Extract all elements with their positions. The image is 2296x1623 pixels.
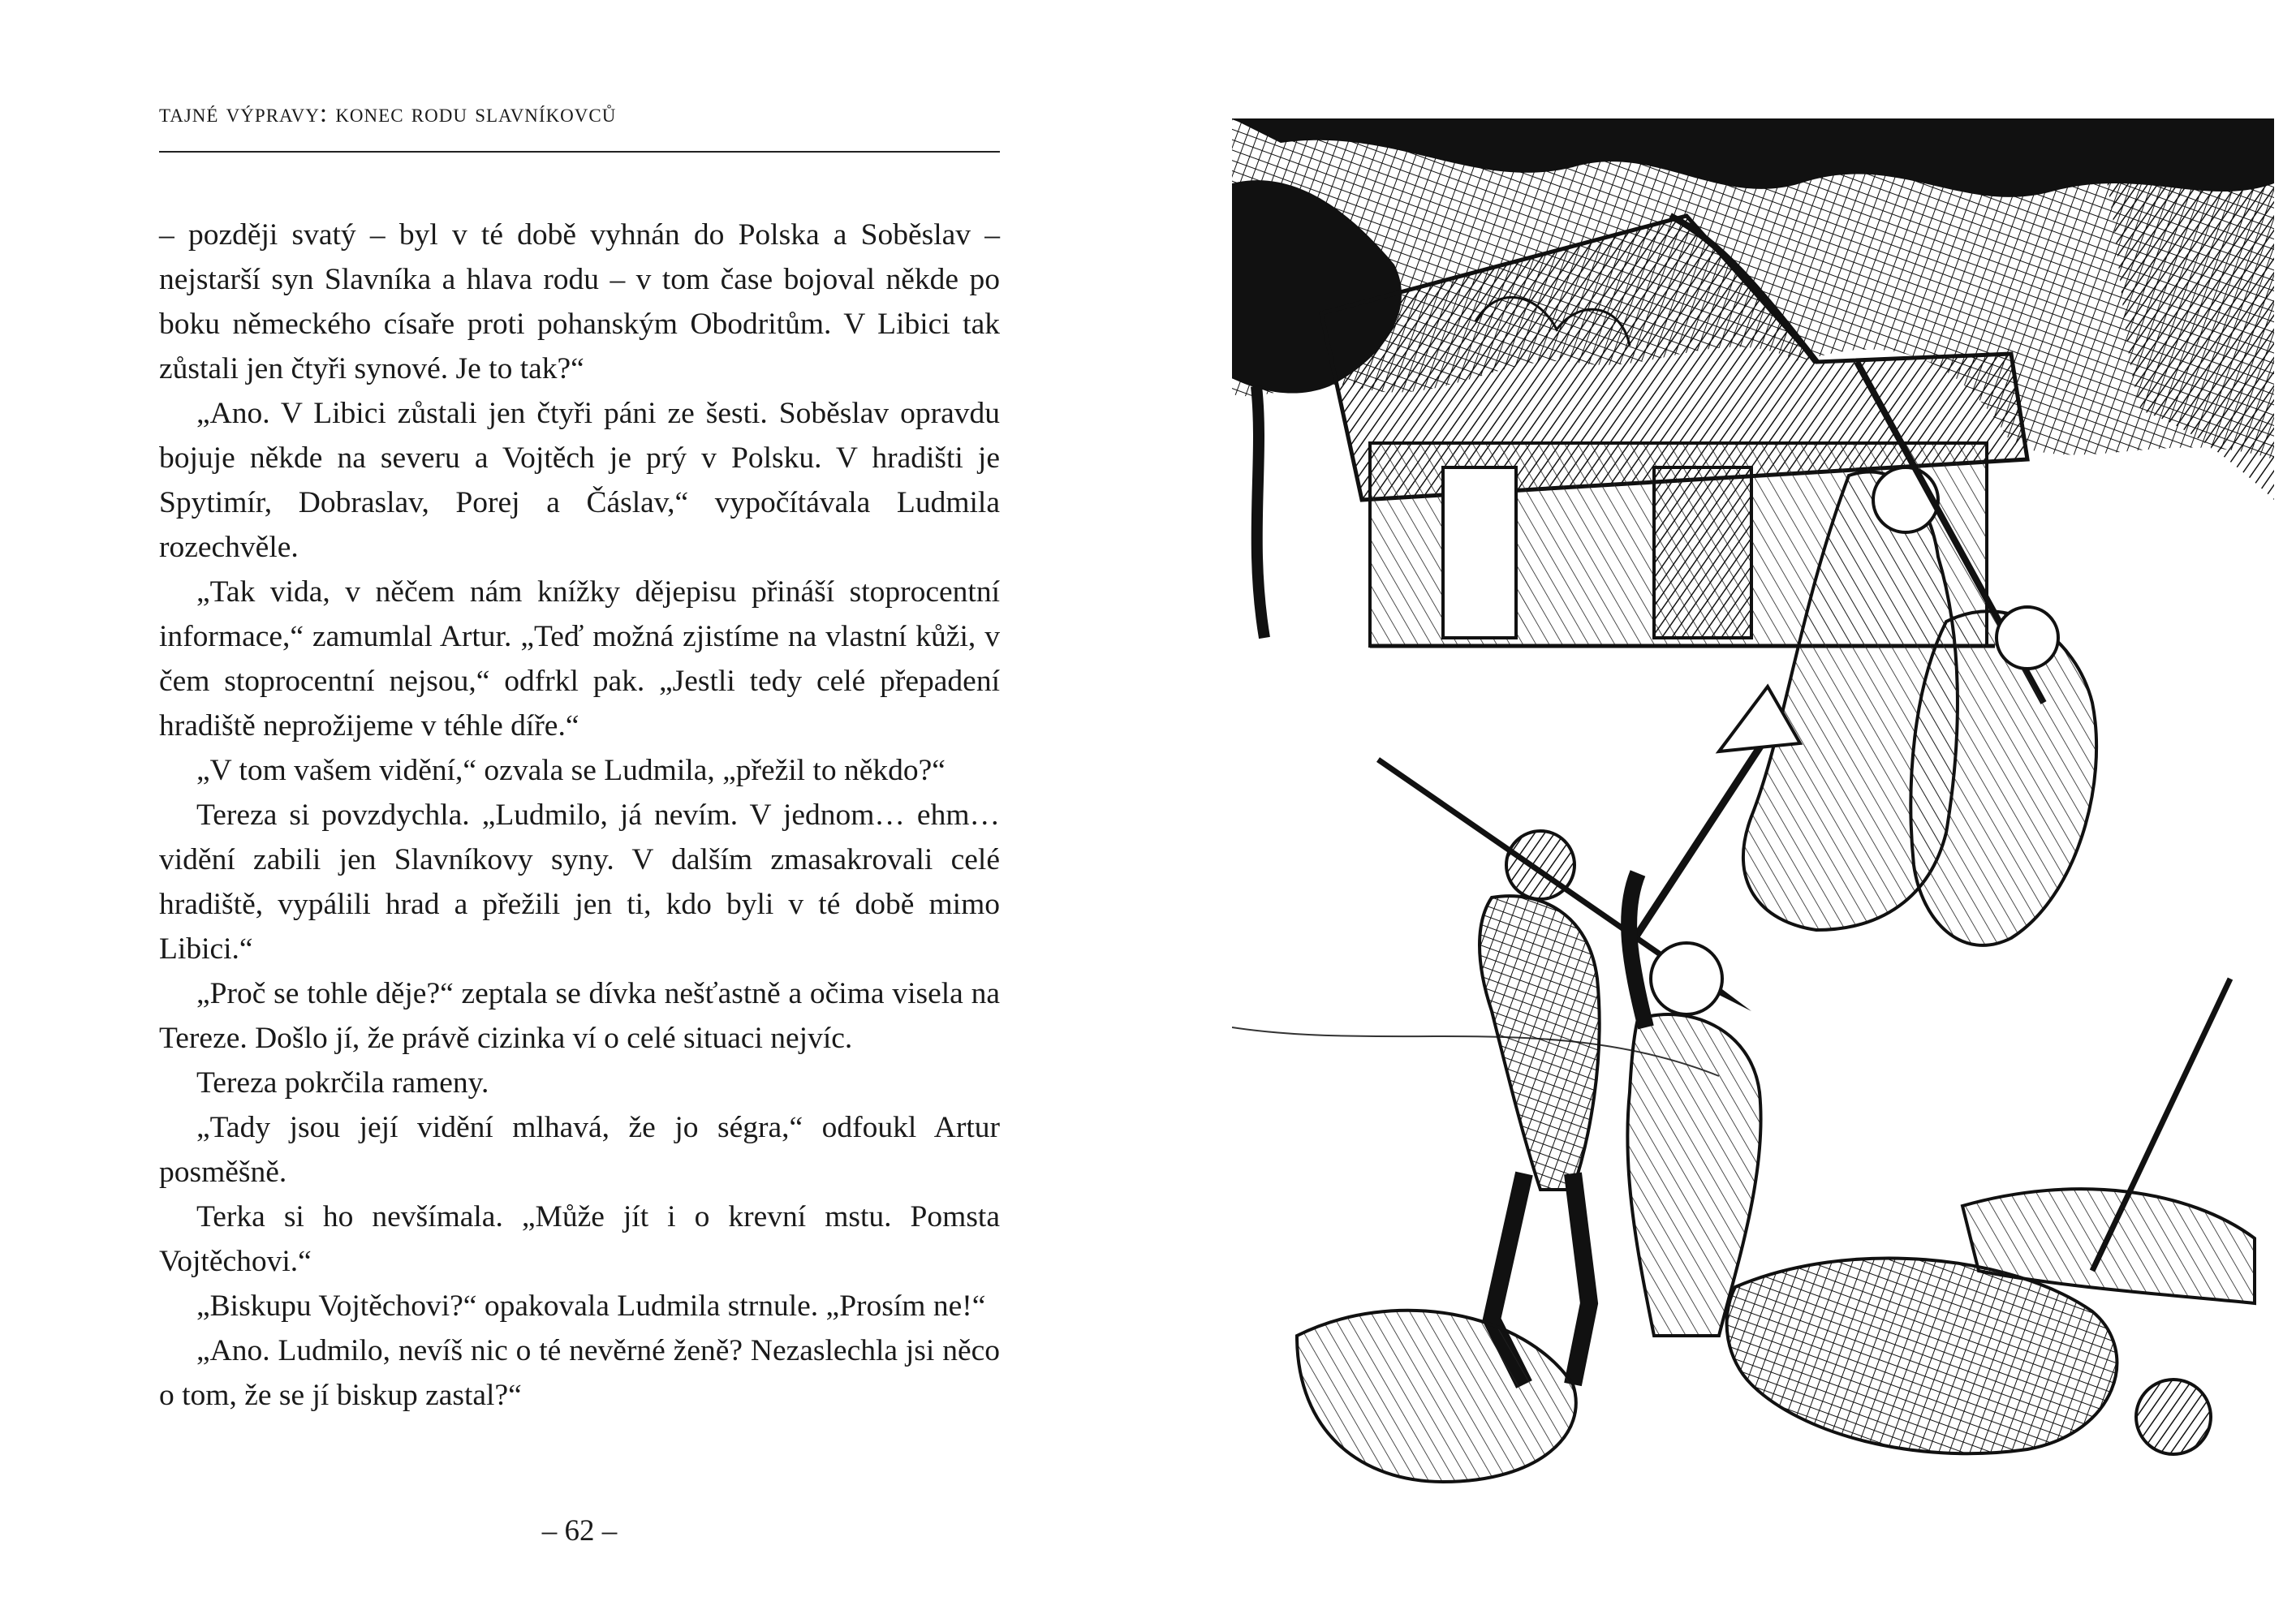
paragraph: „Biskupu Vojtěchovi?“ opakovala Ludmila strnule. „Prosím ne!“ (196, 1289, 986, 1323)
paragraph: „Proč se tohle děje?“ zeptala se dívka nešťastně a očima visela na Tereze. Došlo jí, že právě cizinka ví o celé situaci nejvíc. (159, 977, 1000, 1055)
paragraph: „Tak vida, v něčem nám knížky dějepisu přináší stoprocentní informace,“ zamumlal Artur. „Teď možná zjistíme na vlastní kůži, v čem stoprocentní nejsou,“ odfrkl pak. „Jestli tedy celé přepadení hradiště neprožijeme v téhle díře.“ (159, 575, 1000, 743)
paragraph: „V tom vašem vidění,“ ozvala se Ludmila, „přežil to někdo?“ (196, 754, 946, 787)
paragraph: „Ano. Ludmilo, nevíš nic o té nevěrné ženě? Nezaslechla jsi něco o tom, že se jí biskup zastal?“ (159, 1334, 1000, 1412)
right-page (1148, 0, 2296, 1623)
paragraph: „Tady jsou její vidění mlhavá, že jo ségra,“ odfoukl Artur posměšně. (159, 1111, 1000, 1189)
body-text (159, 213, 1000, 1418)
paragraph: Tereza pokrčila rameny. (196, 1066, 489, 1100)
paragraph: Tereza si povzdychla. „Ludmilo, já nevím. V jednom… ehm… vidění zabili jen Slavníkovy syny. V dalším zmasakrovali celé hradiště, vypálili hrad a přežili jen ti, kdo byli v té době mimo Libici.“ (159, 799, 1000, 966)
paragraph: – později svatý – byl v té době vyhnán do Polska a Soběslav – nejstarší syn Slavníka a hlava rodu – v tom čase bojoval někde po boku německého císaře proti pohanským Obodritům. V Libici tak zůstali jen čtyři synové. Je to tak?“ (159, 218, 1000, 385)
header-rule (159, 151, 1000, 153)
page-number: – 62 – (541, 1514, 618, 1548)
paragraph: „Ano. V Libici zůstali jen čtyři páni ze šesti. Soběslav opravdu bojuje někde na severu a Vojtěch je prý v Polsku. V hradišti je Spytimír, Dobraslav, Porej a Čáslav,“ vypočítávala Ludmila rozechvěle. (159, 397, 1000, 564)
paragraph: Terka si ho nevšímala. „Může jít i o krevní mstu. Pomsta Vojtěchovi.“ (159, 1200, 1000, 1278)
running-head: tajné výpravy: konec rodu slavníkovců (159, 99, 617, 128)
battle-illustration (1232, 118, 2274, 1498)
